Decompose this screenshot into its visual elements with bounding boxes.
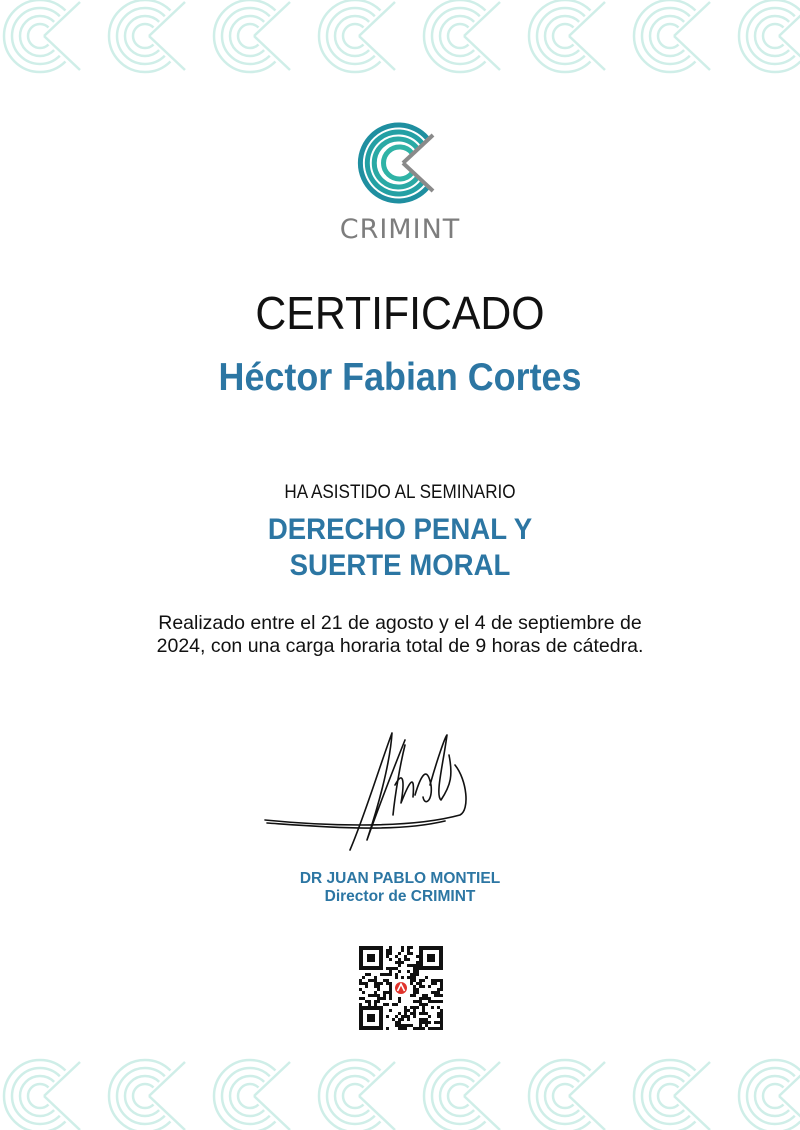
seminar-title-line: DERECHO PENAL Y xyxy=(267,513,533,546)
top-decorative-band xyxy=(0,0,800,80)
course-details-line: Realizado entre el 21 de agosto y el 4 de septiembre de xyxy=(158,612,642,634)
attendance-statement: HA ASISTIDO AL SEMINARIO xyxy=(284,482,516,503)
seminar-title xyxy=(32,512,768,584)
qr-code-icon[interactable] xyxy=(359,946,443,1030)
pattern-band-top-icon xyxy=(0,0,800,80)
brand-name: CRIMINT xyxy=(339,214,461,245)
seminar-title-line: SUERTE MORAL xyxy=(289,549,511,582)
crimint-logo-icon xyxy=(355,118,445,208)
certificate-title: CERTIFICADO xyxy=(255,287,545,339)
signer-block xyxy=(0,870,800,906)
signer-role: Director de CRIMINT xyxy=(324,888,476,905)
recipient-name: Héctor Fabian Cortes xyxy=(218,356,582,399)
bottom-decorative-band xyxy=(0,1050,800,1130)
course-details-line: 2024, con una carga horaria total de 9 horas de cátedra. xyxy=(156,635,644,657)
course-details xyxy=(100,612,700,658)
signer-name: DR JUAN PABLO MONTIEL xyxy=(299,870,501,887)
signature-icon xyxy=(255,725,485,865)
pattern-band-bottom-icon xyxy=(0,1050,800,1130)
crimint-logo xyxy=(0,118,800,245)
